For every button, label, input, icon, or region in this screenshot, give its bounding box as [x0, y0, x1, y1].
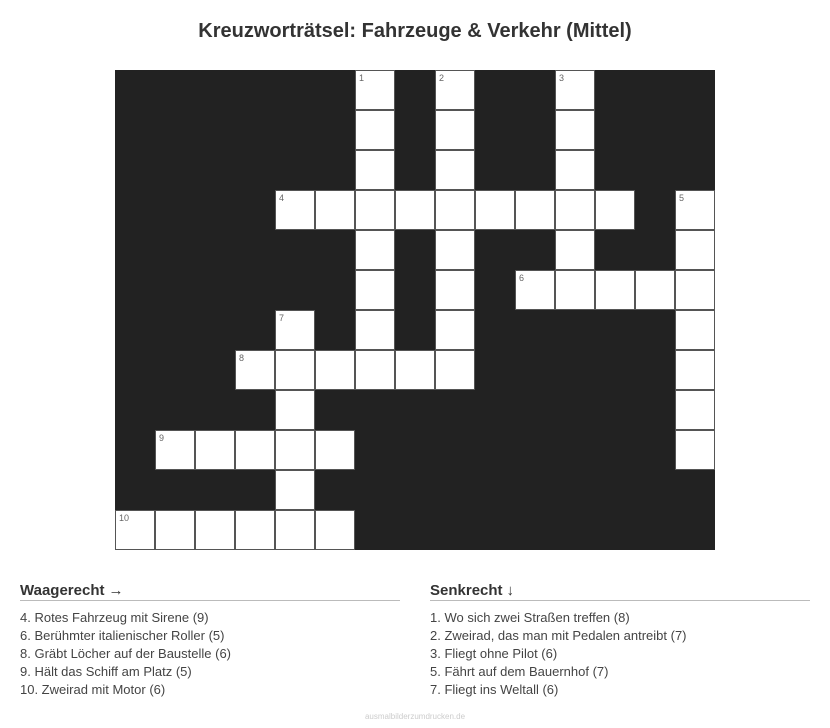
grid-cell[interactable]: [315, 190, 355, 230]
grid-cell[interactable]: [235, 430, 275, 470]
grid-cell[interactable]: [355, 150, 395, 190]
grid-cell[interactable]: [555, 190, 595, 230]
clue-number: 1: [359, 73, 365, 83]
grid-cell[interactable]: [155, 510, 195, 550]
clue-number: 4: [279, 193, 285, 203]
down-clue: 5. Fährt auf dem Bauernhof (7): [430, 664, 609, 679]
across-clue: 9. Hält das Schiff am Platz (5): [20, 664, 192, 679]
down-clue: 2. Zweirad, das man mit Pedalen antreibt (7): [430, 628, 687, 643]
grid-cell[interactable]: [635, 270, 675, 310]
clue-number: 8: [239, 353, 245, 363]
down-clues: [430, 582, 810, 699]
clue-number: 10: [119, 513, 130, 523]
grid-cell[interactable]: [275, 430, 315, 470]
grid-cell[interactable]: [355, 190, 395, 230]
grid-cell[interactable]: [275, 310, 315, 350]
grid-cell[interactable]: [435, 350, 475, 390]
grid-cell[interactable]: [475, 190, 515, 230]
grid-cell[interactable]: [355, 110, 395, 150]
grid-cell[interactable]: [515, 190, 555, 230]
grid-cell[interactable]: [675, 350, 715, 390]
grid-cell[interactable]: [275, 510, 315, 550]
grid-cell[interactable]: [195, 510, 235, 550]
down-heading: [430, 582, 810, 601]
down-clue: 1. Wo sich zwei Straßen treffen (8): [430, 610, 630, 625]
grid-cell[interactable]: [435, 150, 475, 190]
grid-cell[interactable]: [595, 270, 635, 310]
clue-number: 5: [679, 193, 685, 203]
grid-cell[interactable]: [275, 350, 315, 390]
across-clue: 6. Berühmter italienischer Roller (5): [20, 628, 225, 643]
arrow-down-icon: ↓: [506, 582, 515, 599]
grid-cell[interactable]: [595, 190, 635, 230]
across-clue: 10. Zweirad mit Motor (6): [20, 682, 166, 697]
grid-cell[interactable]: [555, 150, 595, 190]
grid-cell[interactable]: [675, 310, 715, 350]
grid-cell[interactable]: [675, 430, 715, 470]
clue-number: 3: [559, 73, 565, 83]
down-heading-label: Senkrecht: [430, 582, 503, 599]
grid-cell[interactable]: [675, 270, 715, 310]
grid-cell[interactable]: [315, 510, 355, 550]
grid-cell[interactable]: [435, 110, 475, 150]
grid-cell[interactable]: [435, 230, 475, 270]
grid-cell[interactable]: [555, 70, 595, 110]
grid-cell[interactable]: [395, 350, 435, 390]
grid-cell[interactable]: [555, 110, 595, 150]
page-title: Kreuzworträtsel: Fahrzeuge & Verkehr (Mittel): [198, 20, 632, 42]
grid-cell[interactable]: [355, 270, 395, 310]
grid-cell[interactable]: [275, 390, 315, 430]
grid-cell[interactable]: [275, 190, 315, 230]
across-clues: [20, 582, 400, 699]
grid-cell[interactable]: [355, 310, 395, 350]
grid-cell[interactable]: [675, 390, 715, 430]
grid-cell[interactable]: [355, 230, 395, 270]
grid-cell[interactable]: [435, 70, 475, 110]
crossword-grid: [115, 70, 715, 550]
across-heading: [20, 582, 400, 601]
grid-cell[interactable]: [515, 270, 555, 310]
grid-cell[interactable]: [435, 190, 475, 230]
grid-cell[interactable]: [275, 470, 315, 510]
down-clue: 3. Fliegt ohne Pilot (6): [430, 646, 558, 661]
clue-number: 6: [519, 273, 525, 283]
grid-cell[interactable]: [435, 310, 475, 350]
grid-cell[interactable]: [555, 230, 595, 270]
grid-cell[interactable]: [555, 270, 595, 310]
down-clue: 7. Fliegt ins Weltall (6): [430, 682, 559, 697]
grid-cell[interactable]: [315, 430, 355, 470]
across-heading-label: Waagerecht: [20, 582, 105, 599]
grid-cell[interactable]: [315, 350, 355, 390]
across-clue: 8. Gräbt Löcher auf der Baustelle (6): [20, 646, 232, 661]
clue-number: 9: [159, 433, 165, 443]
arrow-right-icon: →: [108, 582, 124, 599]
grid-cell[interactable]: [155, 430, 195, 470]
clue-number: 2: [439, 73, 445, 83]
grid-cell[interactable]: [675, 190, 715, 230]
credit-text: ausmalbilderzumdrucken.de: [364, 712, 466, 721]
grid-cell[interactable]: [395, 190, 435, 230]
grid-cell[interactable]: [355, 350, 395, 390]
grid-cell[interactable]: [675, 230, 715, 270]
grid-cell[interactable]: [235, 350, 275, 390]
grid-cell[interactable]: [115, 510, 155, 550]
across-clue: 4. Rotes Fahrzeug mit Sirene (9): [20, 610, 209, 625]
grid-cell[interactable]: [235, 510, 275, 550]
grid-cell[interactable]: [355, 70, 395, 110]
clue-number: 7: [279, 313, 285, 323]
grid-cell[interactable]: [435, 270, 475, 310]
grid-cell[interactable]: [195, 430, 235, 470]
